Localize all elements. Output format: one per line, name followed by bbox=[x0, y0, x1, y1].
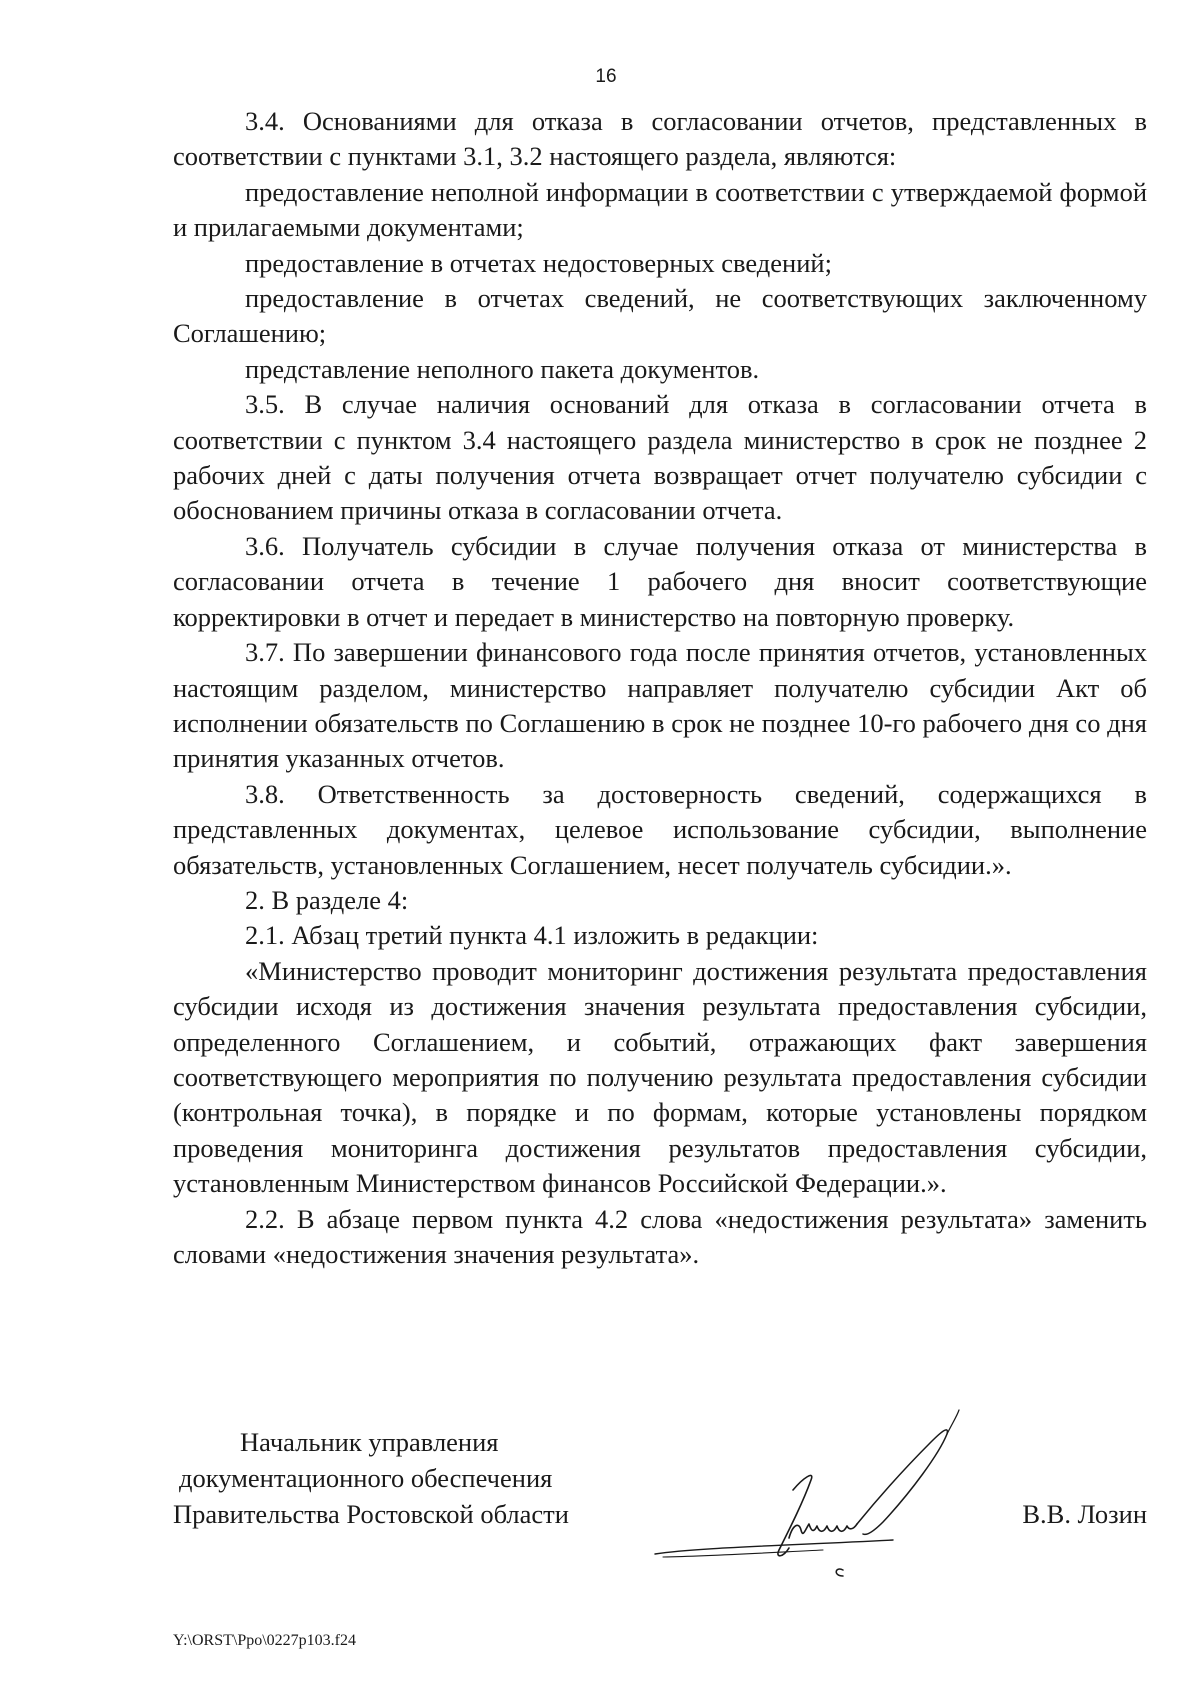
paragraph-incomplete-info: предоставление неполной информации в соответствии с утверждаемой формой и прилагаемыми документами; bbox=[173, 176, 1147, 243]
file-path: Y:\ORST\Ppo\0227p103.f24 bbox=[173, 1632, 356, 1649]
paragraph-item-2: 2. В разделе 4: bbox=[245, 884, 409, 915]
position-line: Правительства Ростовской области bbox=[173, 1499, 569, 1529]
paragraph-noncompliant-info: предоставление в отчетах сведений, не соответствующих заключенному Соглашению; bbox=[173, 283, 1147, 349]
paragraph-3-7: 3.7. По завершении финансового года после принятия отчетов, установленных настоящим разделом, министерство направляет получателю субсидии Акт об исполнении обязательств по Соглашению в срок не позднее 10-го рабочего дня со дня принятия указанных отчетов. bbox=[173, 637, 1147, 774]
paragraph-3-5: 3.5. В случае наличия оснований для отказа в согласовании отчета в соответствии с пунктом 3.4 настоящего раздела министерство в срок не позднее 2 рабочих дней с даты получения отчета возвращает отчет получателю субсидии с обоснованием причины отказа в согласовании отчета. bbox=[173, 389, 1147, 526]
signer-name: В.В. Лозин bbox=[1022, 1499, 1147, 1529]
paragraph-unreliable-info: предоставление в отчетах недостоверных сведений; bbox=[245, 247, 832, 278]
signer-position bbox=[173, 1424, 613, 1532]
position-line: Начальник управления bbox=[240, 1427, 499, 1457]
handwritten-signature bbox=[653, 1398, 993, 1588]
paragraph-item-2-1: 2.1. Абзац третий пункта 4.1 изложить в редакции: bbox=[245, 920, 819, 951]
page-number: 16 bbox=[595, 66, 617, 87]
signature-block bbox=[173, 1424, 1147, 1564]
paragraph-incomplete-package: представление неполного пакета документов. bbox=[245, 353, 760, 384]
paragraph-3-6: 3.6. Получатель субсидии в случае получения отказа от министерства в согласовании отчета в течение 1 рабочего дня вносит соответствующие корректировки в отчет и передает в министерство на повторную проверку. bbox=[173, 530, 1147, 632]
paragraph-item-2-2: 2.2. В абзаце первом пункта 4.2 слова «недостижения результата» заменить словами «недостижения значения результата». bbox=[173, 1203, 1147, 1269]
paragraph-3-4: 3.4. Основаниями для отказа в согласовании отчетов, представленных в соответствии с пунктами 3.1, 3.2 настоящего раздела, являются: bbox=[173, 106, 1147, 172]
document-body bbox=[173, 104, 1147, 1272]
paragraph-3-8: 3.8. Ответственность за достоверность сведений, содержащихся в представленных документах, целевое использование субсидии, выполнение обязательств, установленных Соглашением, несет получатель субсидии.». bbox=[173, 778, 1147, 880]
position-line: документационного обеспечения bbox=[179, 1463, 553, 1493]
paragraph-ministry-monitoring: «Министерство проводит мониторинг достижения результата предоставления субсидии исходя из достижения значения результата предоставления субсидии, определенного Соглашением, и событий, отражающих факт завершения соответствующего мероприятия по получению результата предоставления субсидии (контрольная точка), в порядке и по формам, которые установлены порядком проведения мониторинга достижения результатов предоставления субсидии, установленным Министерством финансов Российской Федерации.». bbox=[173, 955, 1147, 1199]
